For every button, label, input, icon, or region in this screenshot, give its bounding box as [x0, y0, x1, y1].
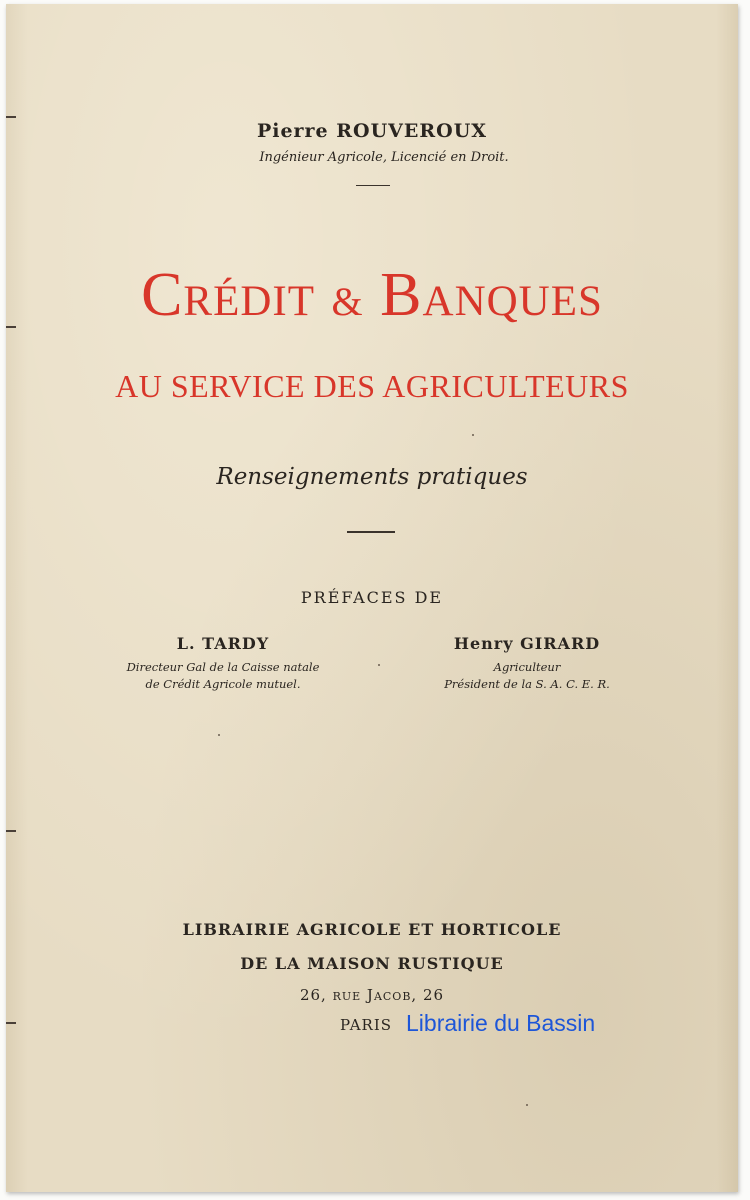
title-word-banques: Banques	[380, 261, 603, 329]
author-credentials: Ingénieur Agricole, Licencié en Droit.	[259, 150, 509, 165]
divider-rule	[347, 531, 395, 533]
paper-speck	[218, 734, 220, 736]
paper-speck	[472, 434, 474, 436]
preface-author-name: L. TARDY	[176, 634, 270, 653]
preface-author-role: Directeur Gal de la Caisse natale	[126, 660, 320, 674]
publisher-city: PARIS	[340, 1016, 393, 1034]
preface-author-role: Président de la S. A. C. E. R.	[444, 677, 610, 691]
binding-mark	[6, 830, 16, 832]
author-name: Pierre ROUVEROUX	[256, 120, 488, 142]
title-ampersand: &	[331, 279, 364, 324]
binding-mark	[6, 1022, 16, 1024]
seller-watermark: Librairie du Bassin	[406, 1010, 596, 1036]
book-cover	[6, 4, 738, 1192]
paper-speck	[526, 1104, 528, 1106]
preface-author-name: Henry GIRARD	[453, 634, 601, 653]
book-tagline: Renseignements pratiques	[216, 464, 528, 490]
preface-author-role: de Crédit Agricole mutuel.	[145, 677, 301, 691]
preface-author-tardy	[108, 634, 338, 693]
preface-author-girard	[402, 634, 652, 693]
title-word-credit: Crédit	[141, 261, 316, 329]
paper-speck	[378, 664, 380, 666]
book-subtitle: AU SERVICE DES AGRICULTEURS	[115, 368, 629, 404]
publisher-address: 26, rue Jacob, 26	[299, 986, 445, 1004]
publisher-house: DE LA MAISON RUSTIQUE	[240, 954, 504, 973]
binding-mark	[6, 116, 16, 118]
divider-rule	[356, 185, 390, 186]
publisher-name: LIBRAIRIE AGRICOLE ET HORTICOLE	[182, 920, 562, 939]
book-title	[6, 260, 738, 331]
prefaces-label: PRÉFACES DE	[300, 588, 444, 607]
preface-author-role: Agriculteur	[493, 660, 561, 674]
